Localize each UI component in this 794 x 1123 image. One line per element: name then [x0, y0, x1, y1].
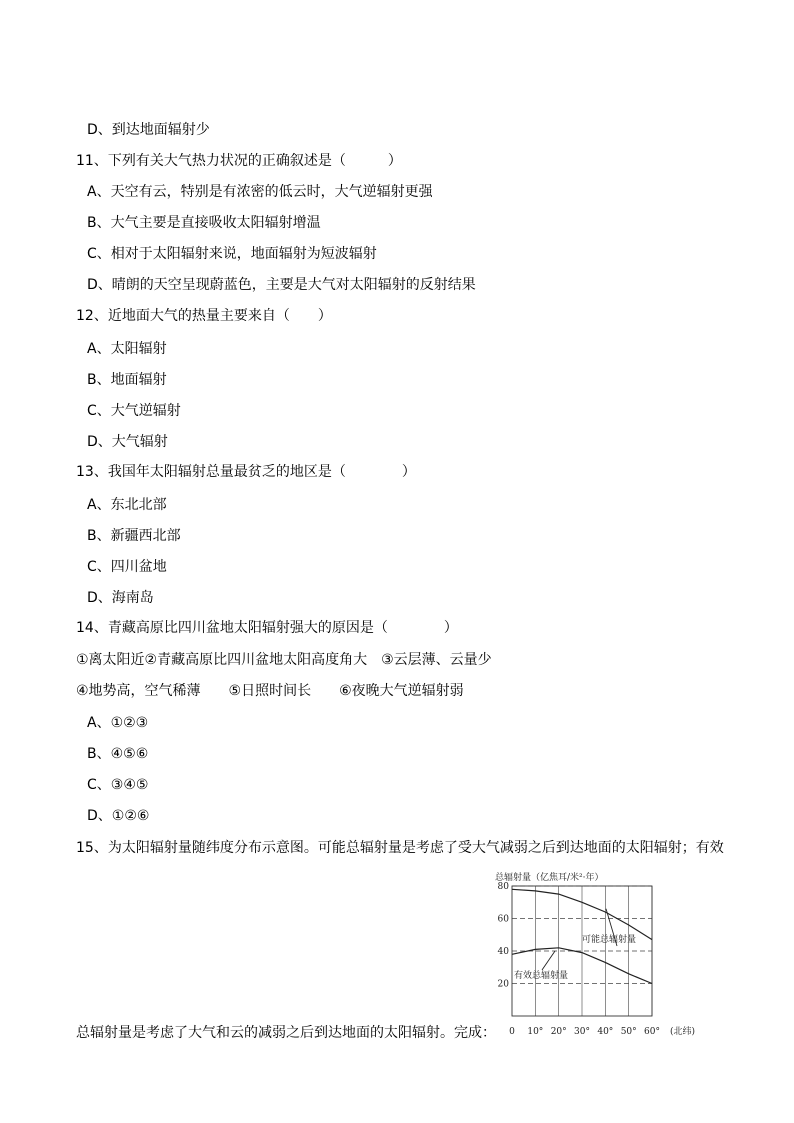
q14-option-a: A、①②③	[87, 715, 149, 731]
q14-statements-1: ①离太阳近②青藏高原比四川盆地太阳高度角大 ③云层薄、云量少	[76, 652, 492, 668]
q11-option-a: A、天空有云，特别是有浓密的低云时，大气逆辐射更强	[87, 184, 433, 200]
q13-option-b: B、新疆西北部	[87, 528, 181, 544]
x-tick-label: 50°	[620, 1027, 637, 1037]
question-13: 13、我国年太阳辐射总量最贫乏的地区是（ ）	[76, 464, 416, 480]
q13-option-d: D、海南岛	[87, 590, 154, 606]
y-tick-label: 60	[497, 914, 509, 925]
q11-option-d: D、晴朗的天空呈现蔚蓝色，主要是大气对太阳辐射的反射结果	[87, 277, 476, 293]
q12-option-a: A、太阳辐射	[87, 341, 167, 357]
q10-option-d: D、到达地面辐射少	[87, 122, 210, 138]
q14-statements-2: ④地势高，空气稀薄 ⑤日照时间长 ⑥夜晚大气逆辐射弱	[76, 683, 464, 699]
y-tick-label: 20	[497, 979, 509, 990]
q12-option-b: B、地面辐射	[87, 372, 167, 388]
radiation-latitude-chart	[492, 866, 716, 1042]
q14-option-d: D、①②⑥	[87, 808, 150, 824]
chart-svg	[492, 866, 716, 1042]
chart-xlabel: (北纬)	[670, 1027, 696, 1037]
question-14: 14、青藏高原比四川盆地太阳辐射强大的原因是（ ）	[76, 620, 458, 636]
question-15: 15、为太阳辐射量随纬度分布示意图。可能总辐射量是考虑了受大气减弱之后到达地面的太阳辐射；有效	[76, 840, 724, 856]
q12-option-c: C、大气逆辐射	[87, 403, 181, 419]
y-tick-label: 80	[497, 882, 509, 892]
x-tick-label: 0	[509, 1027, 515, 1037]
label-effective-total: 有效总辐射量	[514, 971, 569, 981]
question-15-continued: 总辐射量是考虑了大气和云的减弱之后到达地面的太阳辐射。完成：	[76, 1025, 496, 1041]
question-12: 12、近地面大气的热量主要来自（ ）	[76, 308, 332, 324]
q14-option-b: B、④⑤⑥	[87, 746, 149, 762]
q14-option-c: C、③④⑤	[87, 777, 149, 793]
x-tick-label: 10°	[527, 1027, 544, 1037]
q11-option-b: B、大气主要是直接吸收太阳辐射增温	[87, 215, 321, 231]
x-tick-label: 60°	[644, 1027, 660, 1037]
label-possible-total: 可能总辐射量	[582, 935, 637, 945]
q13-option-c: C、四川盆地	[87, 559, 167, 575]
chart-axes	[498, 882, 660, 1037]
q11-option-c: C、相对于太阳辐射来说，地面辐射为短波辐射	[87, 246, 377, 262]
q12-option-d: D、大气辐射	[87, 434, 168, 450]
chart-grid	[512, 886, 652, 1016]
x-tick-label: 30°	[574, 1027, 590, 1037]
question-11: 11、下列有关大气热力状况的正确叙述是（ ）	[76, 153, 402, 169]
chart-ylabel: 总辐射量（亿焦耳/米²·年）	[495, 873, 604, 883]
arrow-effective-total	[542, 951, 555, 970]
q13-option-a: A、东北北部	[87, 497, 167, 513]
x-tick-label: 20°	[550, 1027, 567, 1037]
y-tick-label: 40	[497, 947, 509, 957]
x-tick-label: 40°	[597, 1027, 614, 1037]
